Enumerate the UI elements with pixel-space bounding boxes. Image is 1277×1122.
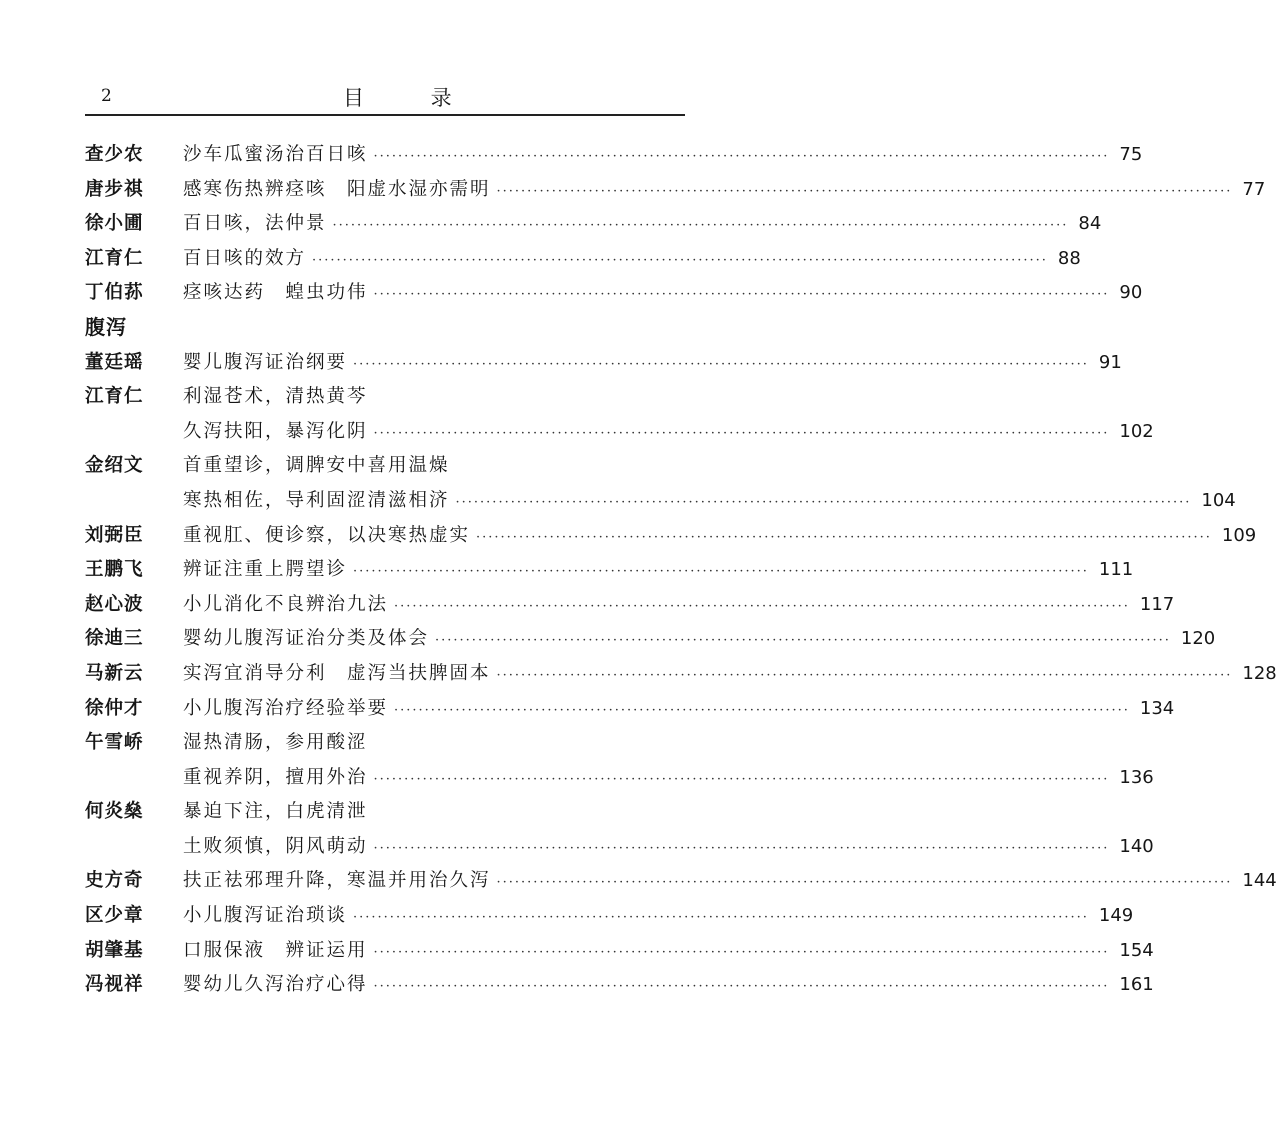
entry-page-number: 161 <box>1119 974 1154 996</box>
toc-entry <box>85 274 1143 309</box>
entry-title: 土败须慎，阴风萌动 <box>183 835 368 857</box>
entry-author: 午雪峤 <box>85 732 144 754</box>
entry-author: 冯视祥 <box>85 974 144 996</box>
toc-entry <box>85 136 1143 171</box>
entry-page-number: 75 <box>1119 144 1143 165</box>
page-header <box>85 82 685 116</box>
toc-entry <box>85 620 1216 655</box>
running-title: 目 录 <box>343 86 482 110</box>
entry-title: 利湿苍术，清热黄芩 <box>183 386 368 408</box>
entry-page-number: 144 <box>1242 870 1277 892</box>
entry-title: 小儿腹泻证治琐谈 <box>183 905 348 927</box>
entry-page-number: 140 <box>1119 835 1154 857</box>
entry-page-number: 91 <box>1098 351 1122 373</box>
entry-author: 徐仲才 <box>85 697 144 719</box>
entry-author: 董廷瑶 <box>85 351 144 373</box>
dot-leader: ························································································································ <box>373 287 1110 303</box>
dot-leader: ························································································································ <box>373 944 1110 960</box>
entry-page-number: 136 <box>1119 766 1154 788</box>
dot-leader: ························································································································ <box>373 149 1110 164</box>
toc-entry <box>85 240 1081 275</box>
entry-title-row <box>183 901 1134 927</box>
entry-title-row <box>183 866 1277 892</box>
entry-author: 丁伯荪 <box>85 282 144 304</box>
dot-leader: ························································································································ <box>394 598 1130 614</box>
dot-leader: ························································································································ <box>496 183 1233 199</box>
dot-leader: ························································································································ <box>353 564 1089 580</box>
dot-leader: ························································································································ <box>476 529 1212 545</box>
entry-title-row <box>183 521 1257 547</box>
toc-entry <box>85 724 685 759</box>
entry-author: 马新云 <box>85 662 144 684</box>
entry-title-row <box>183 486 1236 512</box>
dot-leader: ························································································································ <box>332 218 1069 234</box>
dot-leader: ························································································································ <box>496 875 1233 891</box>
toc-entry <box>85 966 1154 1001</box>
toc-entry <box>85 759 1154 794</box>
dot-leader: ························································································································ <box>435 633 1171 649</box>
entry-author: 区少章 <box>85 905 144 927</box>
entry-title-row <box>183 244 1081 270</box>
dot-leader: ························································································································ <box>312 252 1048 268</box>
toc-entry <box>85 655 1277 690</box>
toc-section-heading <box>85 309 685 344</box>
entry-author: 王鹏飞 <box>85 559 144 581</box>
entry-title: 扶正祛邪理升降，寒温并用治久泻 <box>183 870 491 892</box>
entry-page-number: 134 <box>1139 697 1175 719</box>
entry-author: 江育仁 <box>85 386 144 408</box>
entry-page-number: 109 <box>1221 524 1257 546</box>
entry-title-row <box>183 555 1134 581</box>
dot-leader: ························································································································ <box>373 425 1110 441</box>
toc-entry <box>85 378 685 413</box>
entry-title: 婴幼儿腹泻证治分类及体会 <box>183 628 430 650</box>
entry-title: 实泻宜消导分利 虚泻当扶脾固本 <box>183 662 491 684</box>
dot-leader: ························································································································ <box>373 771 1110 787</box>
toc-entry <box>85 828 1154 863</box>
toc-entry <box>85 932 1154 967</box>
entry-title: 久泻扶阳，暴泻化阴 <box>183 420 368 442</box>
section-title: 腹泻 <box>85 314 127 339</box>
entry-title-row <box>183 763 1154 789</box>
entry-title: 痉咳达药 蝗虫功伟 <box>183 282 368 304</box>
entry-title-row <box>183 175 1266 201</box>
entry-title: 百日咳的效方 <box>183 247 307 269</box>
entry-title: 辨证注重上腭望诊 <box>183 559 348 581</box>
toc-entry <box>85 413 1154 448</box>
entry-author: 胡肇基 <box>85 939 144 961</box>
entry-author: 唐步祺 <box>85 178 144 200</box>
entry-title-row <box>183 797 685 823</box>
toc-entry <box>85 793 685 828</box>
entry-author: 金绍文 <box>85 455 144 477</box>
entry-page-number: 149 <box>1098 905 1134 927</box>
entry-title-row <box>183 970 1154 996</box>
entry-page-number: 117 <box>1139 593 1175 615</box>
entry-author: 徐小圃 <box>85 213 144 235</box>
toc-entry <box>85 862 1277 897</box>
dot-leader: ························································································································ <box>394 702 1130 718</box>
entry-title: 沙车瓜蜜汤治百日咳 <box>183 144 368 165</box>
entry-title-row <box>183 659 1277 685</box>
toc-entry <box>85 517 1257 552</box>
entry-page-number: 102 <box>1119 420 1154 442</box>
entry-page-number: 111 <box>1098 559 1134 581</box>
table-of-contents <box>85 136 1277 1001</box>
entry-title: 百日咳，法仲景 <box>183 213 327 235</box>
toc-entry <box>85 897 1134 932</box>
entry-title-row <box>183 417 1154 443</box>
entry-title: 口服保液 辨证运用 <box>183 939 368 961</box>
toc-entry <box>85 551 1134 586</box>
entry-title-row <box>183 590 1175 616</box>
entry-title: 小儿消化不良辨治九法 <box>183 593 389 615</box>
entry-title-row <box>183 694 1175 720</box>
entry-page-number: 154 <box>1119 939 1154 961</box>
toc-entry <box>85 447 685 482</box>
entry-title-row <box>183 936 1154 962</box>
entry-page-number: 104 <box>1201 489 1236 511</box>
entry-author: 江育仁 <box>85 247 144 269</box>
entry-author: 史方奇 <box>85 870 144 892</box>
header-rule <box>85 114 685 116</box>
entry-title-row <box>183 278 1143 304</box>
toc-entry <box>85 482 1236 517</box>
dot-leader: ························································································································ <box>373 840 1110 856</box>
dot-leader: ························································································································ <box>353 910 1089 926</box>
dot-leader: ························································································································ <box>353 356 1089 372</box>
toc-entry <box>85 586 1175 621</box>
entry-title: 小儿腹泻治疗经验举要 <box>183 697 389 719</box>
entry-author: 何炎燊 <box>85 801 144 823</box>
toc-entry <box>85 171 1266 206</box>
entry-page-number: 77 <box>1242 178 1266 200</box>
entry-title-row <box>183 382 685 408</box>
entry-page-number: 120 <box>1180 628 1216 650</box>
entry-title: 首重望诊，调脾安中喜用温燥 <box>183 455 450 477</box>
entry-title: 重视养阴，擅用外治 <box>183 766 368 788</box>
entry-title: 重视肛、便诊察，以决寒热虚实 <box>183 524 471 546</box>
toc-entry <box>85 205 1102 240</box>
entry-title-row <box>183 209 1102 235</box>
entry-title-row <box>183 451 685 477</box>
entry-title: 暴迫下注，白虎清泄 <box>183 801 368 823</box>
dot-leader: ························································································································ <box>496 667 1233 683</box>
entry-page-number: 84 <box>1078 213 1102 235</box>
entry-title: 婴儿腹泻证治纲要 <box>183 351 348 373</box>
entry-title-row <box>183 624 1216 650</box>
entry-title-row <box>183 728 685 754</box>
entry-author: 赵心波 <box>85 593 144 615</box>
entry-page-number: 90 <box>1119 282 1143 304</box>
page-number: 2 <box>101 86 112 106</box>
entry-page-number: 128 <box>1242 662 1277 684</box>
dot-leader: ························································································································ <box>455 494 1192 510</box>
entry-title: 寒热相佐，导利固涩清滋相济 <box>183 489 450 511</box>
entry-author: 刘弼臣 <box>85 524 144 546</box>
entry-title-row <box>183 832 1154 858</box>
entry-author: 查少农 <box>85 144 144 165</box>
entry-page-number: 88 <box>1057 247 1081 269</box>
entry-author: 徐迪三 <box>85 628 144 650</box>
toc-entry <box>85 690 1175 725</box>
entry-title-row <box>183 348 1122 374</box>
entry-title-row <box>183 140 1143 166</box>
dot-leader: ························································································································ <box>373 979 1110 995</box>
entry-title: 感寒伤热辨痉咳 阳虚水湿亦需明 <box>183 178 491 200</box>
entry-title: 婴幼儿久泻治疗心得 <box>183 974 368 996</box>
entry-title: 湿热清肠，参用酸涩 <box>183 732 368 754</box>
toc-entry <box>85 344 1122 379</box>
